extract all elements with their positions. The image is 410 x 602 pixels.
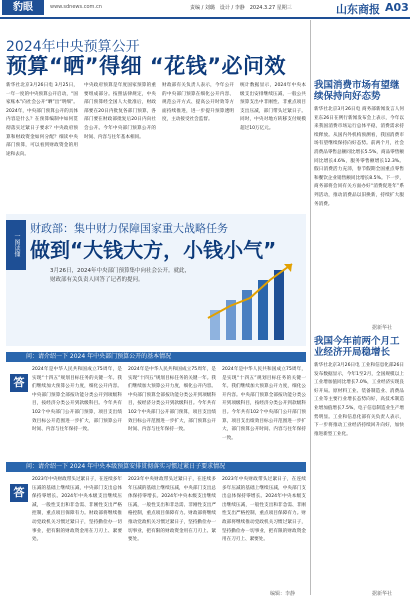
qa2-body-col2: 2023年中央财政带头过紧日子，在连续多年压减的基础上继续压减，中央部门支出总体保持零增长。2024年中央本级支出继续压减，一般性支出和非急需、非刚性支出严格控制，重点项目保障有力。财政部将继续推动党政机关习惯过紧日子，坚持勤俭办一切事业，把有限的财政资金用在刀刃上、紧要处。 [128,477,216,543]
edition-info: 责编 / 刘璐 设计 / 李静 2024.3.27 星期三 [190,5,292,11]
lead-body-col1: 新华社北京3月26日电 3月25日，一年一度的中央预算公开启动，“国家账本”向社会公开“晒”出“明细”。2024年，中央部门预算公开的具体内容是什么？在预算编制中如何贯彻落实过紧日子要求？中央政府预算和财政资金如何分配？细读中央部门预算，可以看到财政资金的用途和去向。 [6,83,78,157]
bar-illustration [210,270,284,340]
newspaper-logo: 豹眼 [2,0,44,15]
page-footer-editor: 编辑：李静 [270,591,296,597]
banner-tag: 一图读懂 [6,220,26,270]
lead-body-col3: 财政部有关负责人表示，今年公开的中央部门预算在细化公开内容、规范公开方式、提高公开时效等方面持续推进，进一步提升预算透明度，主动接受社会监督。 [162,83,234,123]
site-url: www.sdnews.com.cn [50,4,102,10]
answer-icon: 答 [10,374,28,392]
newspaper-name: 山东商报 [336,3,380,16]
lead-body-col4: 统计数据显示，2024年中央本级支出安排继续压减，一般公共预算支出中非刚性、非重点项目支出压减，部门带头过紧日子。同时，中央对地方转移支付规模超过10万亿元。 [240,83,306,131]
qa1-body: 2024年是中华人民共和国成立75周年，是实现“十四五”规划目标任务的关键一年。我们继续加大预算公开力度，细化公开内容。中央部门预算全部按功能分类公开到项级科目，按经济分类公开到款级科目。今年共有102个中央部门公开部门预算，项目支出绩效目标公开范围进一步扩大，部门预算公开时间、内容与往年保持一致。 [32,367,122,433]
side-story1-source: 据新华社 [372,325,393,331]
lead-headline: 预算“晒”得细 “花钱”必问效 [6,54,287,78]
answer-icon: 答 [10,484,28,502]
page-number: A03 [385,1,409,14]
qa2-body: 2023年中央财政带头过紧日子，在连续多年压减的基础上继续压减，中央部门支出总体保持零增长。2024年中央本级支出继续压减，一般性支出和非急需、非刚性支出严格控制，重点项目保障有力。财政部将继续推动党政机关习惯过紧日子，坚持勤俭办一切事业，把有限的财政资金用在刀刃上、紧要处。 [32,477,122,543]
qa2-body-col3: 2023年中央财政带头过紧日子，在连续多年压减的基础上继续压减，中央部门支出总体保持零增长。2024年中央本级支出继续压减，一般性支出和非急需、非刚性支出严格控制，重点项目保障有力。财政部将继续推动党政机关习惯过紧日子，坚持勤俭办一切事业，把有限的财政资金用在刀刃上、紧要处。 [222,477,306,543]
side-story2-headline: 我国今年前两个月工业经济开局稳增长 [314,336,400,358]
qa2-title: 问：请介绍一下 2024 年中央本级预算安排贯彻落实习惯过紧日子要求情况 [6,462,306,472]
side-story1-headline: 我国消费市场有望继续保持向好态势 [314,80,400,102]
column-divider [310,20,311,595]
banner-kicker: 财政部：集中财力保障国家重大战略任务 [30,222,228,235]
qa1-body-col2: 2024年是中华人民共和国成立75周年，是实现“十四五”规划目标任务的关键一年。我们继续加大预算公开力度，细化公开内容。中央部门预算全部按功能分类公开到项级科目，按经济分类公开到款级科目。今年共有102个中央部门公开部门预算，项目支出绩效目标公开范围进一步扩大，部门预算公开时间、内容与往年保持一致。 [128,367,216,433]
qa1-body-col3: 2024年是中华人民共和国成立75周年，是实现“十四五”规划目标任务的关键一年。我们继续加大预算公开力度，细化公开内容。中央部门预算全部按功能分类公开到项级科目，按经济分类公开到款级科目。今年共有102个中央部门公开部门预算，项目支出绩效目标公开范围进一步扩大，部门预算公开时间、内容与往年保持一致。 [222,367,306,441]
banner-headline: 做到“大钱大方，小钱小气” [30,238,277,262]
growth-chart-illustration [200,258,304,344]
banner-lead: 3月26日，2024年中央部门预算集中向社会公开。就此，财政部有关负责人回答了记者的提问。 [50,268,190,283]
lead-kicker: 2024年中央预算公开 [6,39,140,55]
side-story2-source: 据新华社 [372,591,393,597]
side-story1-body: 新华社北京3月26日电 商务部新闻发言人何亚东26日在例行新闻发布会上表示，今年以来我国消费市场运行总体平稳，消费需求持续释放。从国内外机构预测看，我国消费市场有望继续保持向好态势。前两个月，社会消费品零售总额同比增长5.5%，商品零售额同比增长4.6%，服务零售额增长12.3%。假日消费活力充沛，春节假期全国重点零售和餐饮企业销售额同比增长8.5%。下一步，商务部将会同有关方面办好“消费促进年”系列活动，推动消费品以旧换新，持续扩大服务消费。 [314,107,404,207]
lead-body-col2: 中央政府预算是年度国家预算的重要组成部分。按照法律规定，中央部门预算经全国人大批准后，财政部要在20日内批复各部门预算，各部门要在财政部批复后20日内向社会公开。今年中央部门预算公开的时间、内容与往年基本相同。 [84,83,156,140]
side-story2-body: 新华社北京3月26日电 工业和信息化部26日发布数据显示，今年1至2月，全国规模以上工业增加值同比增长7.0%，工业经济实现良好开局。原材料工业、装备制造业、消费品工业等主要行业增长态势向好，高技术制造业增加值增长7.5%，电子信息制造业生产增势明显。工业和信息化部有关负责人表示，下一步将推动工业经济持续回升向好，加快推进新型工业化。 [314,363,404,437]
qa1-title: 问：请介绍一下 2024 年中央部门预算公开的基本情况 [6,352,306,362]
